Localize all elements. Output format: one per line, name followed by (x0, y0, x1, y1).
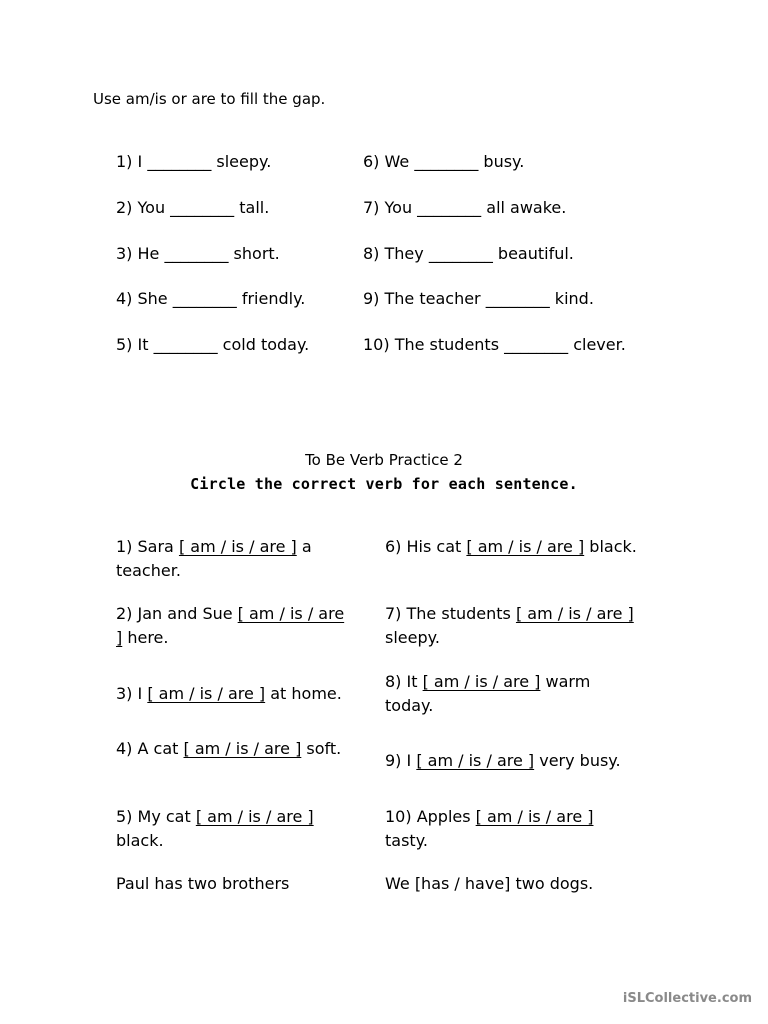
exercise2-item-5: 5) My cat [ am / is / are ] black. (116, 807, 314, 850)
exercise1-right-6: 6) We ________ busy. (363, 152, 525, 171)
exercise1-left-5: 5) It ________ cold today. (116, 335, 310, 354)
choice-bracket[interactable]: [ am / is / are ] (422, 672, 541, 691)
exercise1-right-9: 9) The teacher ________ kind. (363, 289, 594, 308)
section-title-2: To Be Verb Practice 2 (305, 451, 463, 469)
exercise2-item-6: 6) His cat [ am / is / are ] black. (385, 537, 637, 556)
extra-left: Paul has two brothers (116, 874, 290, 893)
instruction-1: Use am/is or are to fill the gap. (93, 90, 326, 108)
exercise2-item-4: 4) A cat [ am / is / are ] soft. (116, 739, 342, 758)
watermark: iSLCollective.com (622, 991, 752, 1006)
instruction-2: Circle the correct verb for each sentence. (190, 475, 578, 493)
exercise1-right-7: 7) You ________ all awake. (363, 198, 567, 217)
exercise1-left-3: 3) He ________ short. (116, 244, 280, 263)
exercise1-left-1: 1) I ________ sleepy. (116, 152, 272, 171)
exercise1-left-4: 4) She ________ friendly. (116, 289, 306, 308)
extra-right: We [has / have] two dogs. (385, 874, 594, 893)
exercise2-item-8: 8) It [ am / is / are ] warm today. (385, 672, 591, 715)
choice-bracket[interactable]: [ am / is / are ] (147, 684, 266, 703)
exercise2-item-10: 10) Apples [ am / is / are ] tasty. (385, 807, 594, 850)
choice-bracket[interactable]: [ am / is / are ] (195, 807, 314, 826)
choice-bracket[interactable]: [ am / is / are ] (515, 604, 634, 623)
exercise1-right-8: 8) They ________ beautiful. (363, 244, 574, 263)
choice-bracket[interactable]: [ am / is / are ] (178, 537, 297, 556)
exercise2-item-1: 1) Sara [ am / is / are ] a teacher. (116, 537, 312, 580)
choice-bracket[interactable]: [ am / is / are ] (116, 604, 345, 647)
exercise1-right-10: 10) The students ________ clever. (363, 335, 626, 354)
choice-bracket[interactable]: [ am / is / are ] (416, 751, 535, 770)
exercise2-item-7: 7) The students [ am / is / are ] sleepy. (385, 604, 634, 647)
exercise1-left-2: 2) You ________ tall. (116, 198, 270, 217)
exercise2-item-3: 3) I [ am / is / are ] at home. (116, 684, 342, 703)
exercise2-item-9: 9) I [ am / is / are ] very busy. (385, 751, 621, 770)
choice-bracket[interactable]: [ am / is / are ] (466, 537, 585, 556)
choice-bracket[interactable]: [ am / is / are ] (183, 739, 302, 758)
exercise2-item-2: 2) Jan and Sue [ am / is / are ] here. (116, 604, 345, 647)
choice-bracket[interactable]: [ am / is / are ] (475, 807, 594, 826)
